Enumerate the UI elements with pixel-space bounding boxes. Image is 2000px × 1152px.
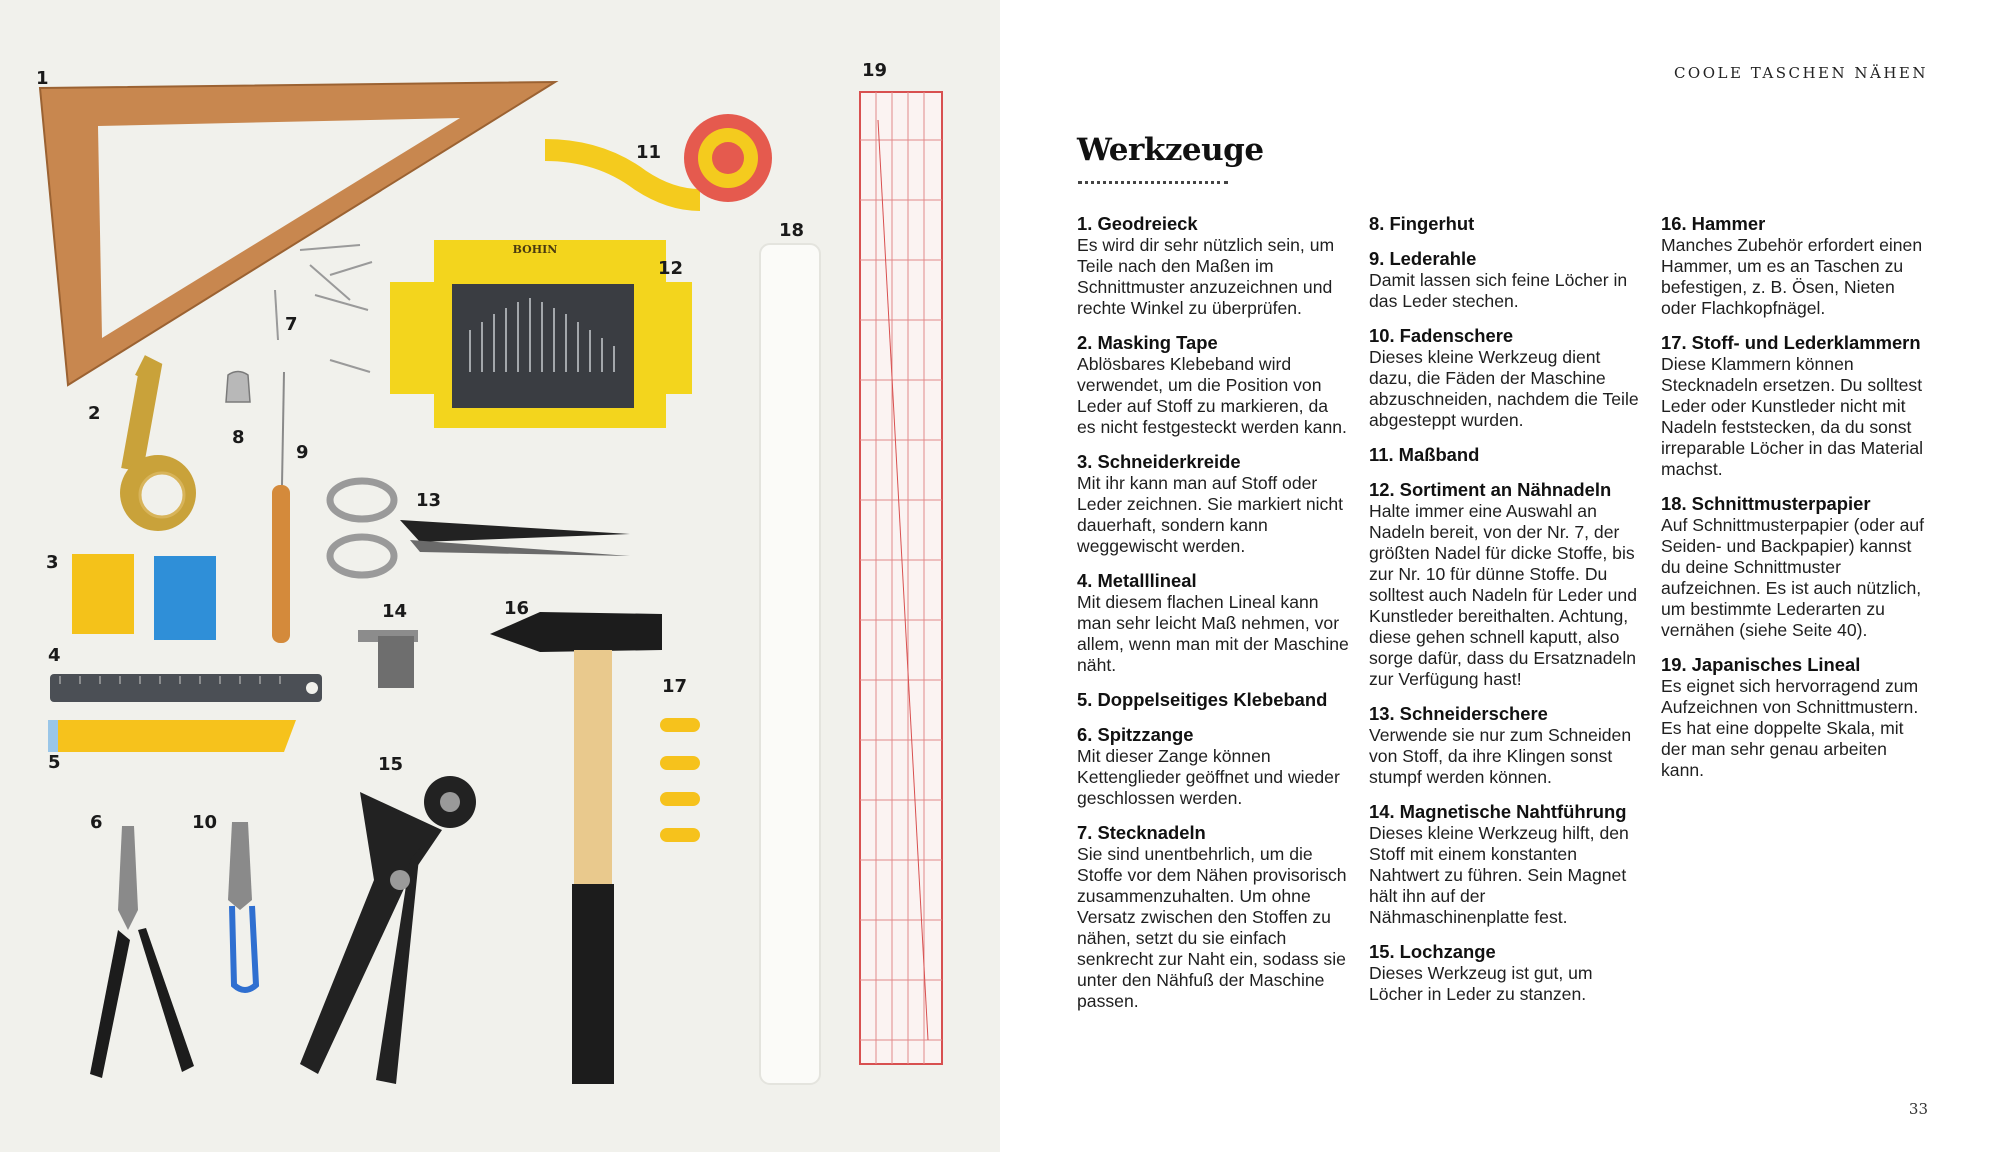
entry-7 xyxy=(1077,822,1349,1012)
tool-number-9: 9 xyxy=(296,442,309,463)
entry-5 xyxy=(1077,689,1349,711)
tool-number-4: 4 xyxy=(48,645,61,666)
masking-tape-icon xyxy=(120,365,196,531)
entry-title: 15. Lochzange xyxy=(1369,941,1496,962)
magnetic-seam-guide-icon xyxy=(358,630,418,688)
entry-18 xyxy=(1661,493,1933,641)
tool-number-5: 5 xyxy=(48,752,61,773)
entry-10 xyxy=(1369,325,1641,431)
entry-13 xyxy=(1369,703,1641,788)
entry-3 xyxy=(1077,451,1349,557)
entry-body: Dieses kleine Werkzeug dient dazu, die Fäden der Maschine abzuschneiden, nachdem die Teile abgesteppt wurden. xyxy=(1369,347,1639,430)
fabric-clips-icon xyxy=(660,718,700,842)
tool-number-13: 13 xyxy=(416,490,442,511)
entry-title: 11. Maßband xyxy=(1369,444,1480,465)
needle-pack-icon xyxy=(390,240,692,428)
entry-2 xyxy=(1077,332,1349,438)
entry-title: 4. Metalllineal xyxy=(1077,570,1197,591)
needle-nose-pliers-icon xyxy=(90,826,194,1078)
tool-number-10: 10 xyxy=(192,812,218,833)
entry-title: 2. Masking Tape xyxy=(1077,332,1218,353)
entry-title: 7. Stecknadeln xyxy=(1077,822,1206,843)
entry-8 xyxy=(1369,213,1641,235)
leather-punch-icon xyxy=(300,776,476,1084)
tool-number-11: 11 xyxy=(636,142,662,163)
thimble-icon xyxy=(226,372,250,403)
tool-number-17: 17 xyxy=(662,676,688,697)
entry-body: Mit dieser Zange können Kettenglieder geöffnet und wieder geschlossen werden. xyxy=(1077,746,1340,808)
entry-4 xyxy=(1077,570,1349,676)
title-dotted-rule xyxy=(1078,181,1228,184)
entry-19 xyxy=(1661,654,1933,781)
entry-17 xyxy=(1661,332,1933,480)
entry-title: 3. Schneiderkreide xyxy=(1077,451,1241,472)
entry-6 xyxy=(1077,724,1349,809)
entry-title: 5. Doppelseitiges Klebeband xyxy=(1077,689,1328,710)
page-number: 33 xyxy=(1908,1100,1928,1118)
entry-12 xyxy=(1369,479,1641,690)
needle-pack-brand: BOHIN xyxy=(512,243,558,256)
entry-body: Mit diesem flachen Lineal kann man sehr leicht Maß nehmen, vor allem, wenn man mit der Maschine näht. xyxy=(1077,592,1349,675)
entry-title: 18. Schnittmusterpapier xyxy=(1661,493,1871,514)
entry-title: 1. Geodreieck xyxy=(1077,213,1198,234)
tool-number-16: 16 xyxy=(504,598,530,619)
tool-number-2: 2 xyxy=(88,403,101,424)
tool-number-14: 14 xyxy=(382,601,408,622)
tool-number-8: 8 xyxy=(232,427,245,448)
entry-title: 14. Magnetische Nahtführung xyxy=(1369,801,1627,822)
column-2 xyxy=(1369,213,1641,1018)
entry-body: Es wird dir sehr nützlich sein, um Teile nach den Maßen im Schnittmuster anzuzeichnen und rechte Winkel zu überprüfen. xyxy=(1077,235,1335,318)
entry-body: Dieses kleine Werkzeug hilft, den Stoff mit einem konstanten Nahtwert zu führen. Sein Magnet hält ihn auf der Nähmaschinenplatte fest. xyxy=(1369,823,1629,927)
pattern-paper-roll-icon xyxy=(760,244,820,1084)
entry-title: 17. Stoff- und Lederklammern xyxy=(1661,332,1921,353)
tool-number-12: 12 xyxy=(658,258,684,279)
tailor-chalk-icon xyxy=(72,554,216,640)
hammer-icon xyxy=(490,612,662,1084)
entry-body: Ablösbares Klebeband wird verwendet, um die Position von Leder auf Stoff zu markieren, da es nicht festgesteckt werden kann. xyxy=(1077,354,1347,437)
entry-1 xyxy=(1077,213,1349,319)
entry-body: Diese Klammern können Stecknadeln ersetzen. Du solltest Leder oder Kunstleder nicht mit Nadeln feststecken, da du sonst irreparable Löcher in das Material machst. xyxy=(1661,354,1924,479)
entry-16 xyxy=(1661,213,1933,319)
entry-title: 8. Fingerhut xyxy=(1369,213,1475,234)
awl-icon xyxy=(272,372,290,643)
tool-number-19: 19 xyxy=(862,60,888,81)
tool-number-1: 1 xyxy=(36,68,49,89)
tool-number-3: 3 xyxy=(46,552,59,573)
entry-body: Halte immer eine Auswahl an Nadeln bereit, von der Nr. 7, der größten Nadel für dicke Stoffe, bis zur Nr. 10 für dünne Stoffe. Du solltest auch Nadeln für Leder und Kunstleder bereithalten. Achtung, diese gehen schnell kaputt, also sorge dafür, dass du Ersatznadeln zur Verfügung hast! xyxy=(1369,501,1637,689)
thread-snips-icon xyxy=(228,822,256,990)
japanese-ruler-icon xyxy=(860,92,942,1064)
entry-9 xyxy=(1369,248,1641,312)
entry-title: 16. Hammer xyxy=(1661,213,1766,234)
entry-11 xyxy=(1369,444,1641,466)
tailor-scissors-icon xyxy=(330,481,630,575)
double-sided-tape-icon xyxy=(48,720,296,752)
running-head: COOLE TASCHEN NÄHEN xyxy=(1673,64,1928,82)
entry-14 xyxy=(1369,801,1641,928)
entry-body: Dieses Werkzeug ist gut, um Löcher in Leder zu stanzen. xyxy=(1369,963,1593,1004)
tool-number-15: 15 xyxy=(378,754,404,775)
tool-number-6: 6 xyxy=(90,812,103,833)
column-3 xyxy=(1661,213,1933,794)
metal-ruler-icon xyxy=(50,674,322,702)
entry-body: Auf Schnittmusterpapier (oder auf Seiden- und Backpapier) kannst du deine Schnittmuster aufzeichnen. Es ist auch nützlich, um bestimmte Lederarten zu vernähen (siehe Seite 40). xyxy=(1661,515,1925,640)
entry-body: Mit ihr kann man auf Stoff oder Leder zeichnen. Sie markiert nicht dauerhaft, sondern kann weggewischt werden. xyxy=(1077,473,1343,556)
entry-body: Es eignet sich hervorragend zum Aufzeichnen von Schnittmustern. Es hat eine doppelte Skala, mit der man sehr genau arbeiten kann. xyxy=(1661,676,1919,780)
entry-15 xyxy=(1369,941,1641,1005)
entry-title: 12. Sortiment an Nähnadeln xyxy=(1369,479,1612,500)
entry-title: 19. Japanisches Lineal xyxy=(1661,654,1861,675)
column-1 xyxy=(1077,213,1349,1025)
entry-title: 13. Schneiderschere xyxy=(1369,703,1548,724)
entry-title: 9. Lederahle xyxy=(1369,248,1477,269)
text-page xyxy=(1000,0,2000,1152)
entry-body: Sie sind unentbehrlich, um die Stoffe vor dem Nähen provisorisch zusammenzuhalten. Um ohne Versatz zwischen den Stoffen zu nähen, setzt du sie einfach senkrecht zur Naht ein, sodass sie unter den Nähfuß der Maschine passen. xyxy=(1077,844,1347,1011)
entry-body: Damit lassen sich feine Löcher in das Leder stechen. xyxy=(1369,270,1628,311)
entry-title: 10. Fadenschere xyxy=(1369,325,1514,346)
entry-title: 6. Spitzzange xyxy=(1077,724,1194,745)
pins-icon xyxy=(275,245,372,372)
tool-number-7: 7 xyxy=(285,314,298,335)
tool-number-18: 18 xyxy=(779,220,805,241)
entry-body: Verwende sie nur zum Schneiden von Stoff, da ihre Klingen sonst stumpf werden können. xyxy=(1369,725,1632,787)
page-title: Werkzeuge xyxy=(1077,132,1264,168)
entry-body: Manches Zubehör erfordert einen Hammer, um es an Taschen zu befestigen, z. B. Ösen, Nieten oder Flachkopfnägel. xyxy=(1661,235,1923,318)
